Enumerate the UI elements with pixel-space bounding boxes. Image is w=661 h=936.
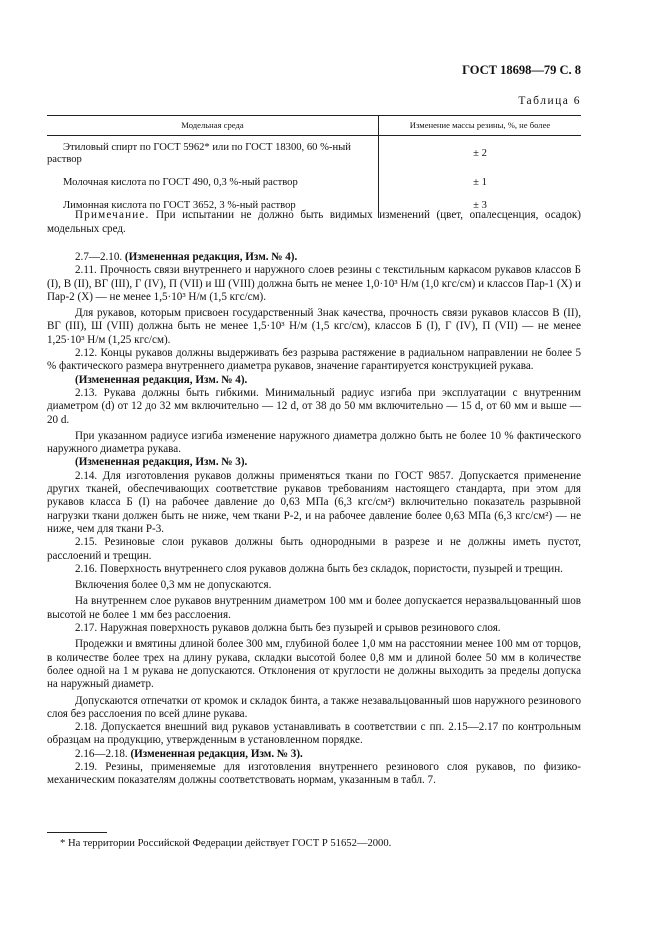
table-header-mass-change: Изменение массы резины, %, не более xyxy=(379,116,582,136)
paragraph xyxy=(47,595,581,622)
table-caption: Таблица 6 xyxy=(518,95,581,107)
table-header-medium: Модельная среда xyxy=(47,116,379,136)
paragraph xyxy=(47,579,581,592)
paragraph-text: 2.15. Резиновые слои рукавов должны быть однородными в разрезе и не должны иметь пустот, расслоений и трещин. xyxy=(47,536,581,562)
amendment-note: (Измененная редакция, Изм. № 4). xyxy=(124,251,298,263)
paragraph-text: Включения более 0,3 мм не допускаются. xyxy=(75,579,272,592)
amendment-note: (Измененная редакция, Изм. № 4). xyxy=(75,373,248,386)
paragraph xyxy=(47,748,581,761)
note-label: Примечание. xyxy=(75,209,150,221)
paragraph xyxy=(47,470,581,536)
page-header: ГОСТ 18698—79 С. 8 xyxy=(462,63,581,77)
paragraph xyxy=(47,374,581,387)
paragraph-text: 2.13. Рукава должны быть гибкими. Минимальный радиус изгиба при эксплуатации с внутренним диаметром (d) от 12 до 32 мм включительно — 12 d, от 38 до 50 мм включительно — 15 d, от 60 мм и выше — 20 d. xyxy=(47,386,581,426)
paragraph-text: 2.12. Концы рукавов должны выдерживать без разрыва растяжение в радиальном направлении не более 5 % фактического размера внутреннего диаметра рукавов, значение гарантируется конструкцией рукава. xyxy=(47,347,581,373)
paragraph-text: 2.16—2.18. xyxy=(75,747,131,760)
paragraph-text: 2.17. Наружная поверхность рукавов должна быть без пузырей и срывов резинового слоя. xyxy=(75,622,501,635)
paragraph xyxy=(47,761,581,788)
footnote: * На территории Российской Федерации действует ГОСТ Р 51652—2000. xyxy=(60,838,392,849)
paragraph xyxy=(47,622,581,635)
paragraph-text: 2.14. Для изготовления рукавов должны применяться ткани по ГОСТ 9857. Допускается применение других тканей, обеспечивающих соответствие рукавов требованиям настоящего стандарта, при этом для рукавов класса Б (I) на рабочее давление до 0,63 МПа (6,3 кгс/см²) включительно показатель разрывной нагрузки ткани должен быть не ниже, чем ткани Р-2, и на рабочее давление более 0,63 МПа (6,3 кгс/см²) — не ниже, чем для ткани Р-3. xyxy=(47,469,581,535)
paragraph-text: 2.16. Поверхность внутреннего слоя рукавов должна быть без складок, пористости, пузырей и трещин. xyxy=(75,562,563,575)
table-cell-value: ± 3 xyxy=(473,200,487,211)
amendment-note: (Измененная редакция, Изм. № 3). xyxy=(130,747,303,760)
table-cell-medium: Молочная кислота по ГОСТ 490, 0,3 %-ный раствор xyxy=(63,177,298,188)
table-cell-medium: Этиловый спирт по ГОСТ 5962* или по ГОСТ 18300, 60 %-ный раствор xyxy=(47,142,351,165)
paragraph-text: При указанном радиусе изгиба изменение наружного диаметра должно быть не более 10 % фактического наружного диаметра рукава. xyxy=(47,429,581,456)
paragraph xyxy=(47,695,581,722)
paragraph xyxy=(47,638,581,691)
paragraph xyxy=(47,456,581,469)
paragraph xyxy=(47,251,581,264)
paragraph-text: Продежки и вмятины длиной более 300 мм, глубиной более 1,0 мм на расстоянии менее 100 мм от торцов, в количестве более трех на длину рукава, складки высотой более 0,8 мм и длиной более 50 мм в количестве более одной на 1 м рукава не допускаются. Отклонения от круглости не должны выходить за пределы допуска на наружный диаметр. xyxy=(47,638,581,691)
table-row xyxy=(47,172,581,195)
paragraph xyxy=(47,536,581,563)
paragraph-text: Допускаются отпечатки от кромок и складок бинта, а также незавальцованный шов наружного резинового слоя без расслоения по всей длине рукава. xyxy=(47,694,581,720)
paragraph-text: 2.18. Допускается внешний вид рукавов устанавливать в соответствии с пп. 2.15—2.17 по контрольным образцам на продукцию, утвержденным в установленном порядке. xyxy=(47,721,581,747)
paragraph xyxy=(47,347,581,374)
paragraph xyxy=(47,563,581,576)
paragraph-text: Для рукавов, которым присвоен государственный Знак качества, прочность связи рукавов классов В (II), ВГ (III), Ш (VIII) должна быть не менее 1,5·10³ Н/м (1,5 кгс/см), классов Б (I), Г (IV), П (VII) — не менее 1,25·10³ Н/м (1,25 кгс/см). xyxy=(47,307,581,346)
footnote-separator xyxy=(47,832,107,833)
table-cell-value: ± 1 xyxy=(473,177,487,188)
paragraph xyxy=(47,264,581,304)
paragraph xyxy=(47,430,581,457)
paragraph xyxy=(47,307,581,347)
note-text: При испытании не должно быть видимых изменений (цвет, опалесценция, осадок) модельных сред. xyxy=(47,209,581,235)
paragraph-text: На внутреннем слое рукавов внутренним диаметром 100 мм и более допускается неразвальцованный шов высотой не более 1 мм без расслоения. xyxy=(47,595,581,621)
table-cell-medium: Лимонная кислота по ГОСТ 3652, 3 %-ный раствор xyxy=(63,200,296,211)
paragraph xyxy=(47,721,581,748)
paragraph xyxy=(47,387,581,427)
table-row xyxy=(47,136,581,173)
paragraph-text: 2.7—2.10. xyxy=(75,251,125,263)
body-text xyxy=(47,251,581,788)
amendment-note: (Измененная редакция, Изм. № 3). xyxy=(75,456,248,469)
media-table xyxy=(47,115,581,218)
table-note xyxy=(47,209,581,236)
paragraph-text: 2.11. Прочность связи внутреннего и наружного слоев резины с текстильным каркасом рукавов классов Б (I), В (II), ВГ (III), Г (IV), П (VII) и Ш (VIII) должна быть не менее 1,0·10³ Н/м (1,0 кгс/см) и классов Пар-1 (X) и Пар-2 (X) — не менее 1,5·10³ Н/м (1,5 кгс/см). xyxy=(47,264,581,303)
table-cell-value: ± 2 xyxy=(473,148,487,159)
paragraph-text: 2.19. Резины, применяемые для изготовления внутреннего резинового слоя рукавов, по физико-механическим показателям должны соответствовать нормам, указанным в табл. 7. xyxy=(47,760,581,787)
